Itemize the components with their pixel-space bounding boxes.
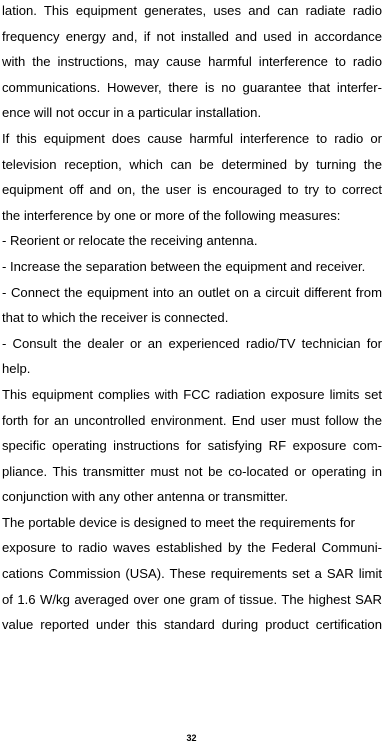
text-line: help.	[2, 361, 31, 377]
text-line: communications. However, there is no guarantee that interfer-	[2, 79, 382, 95]
text-line: frequency energy and, if not installed and used in accordance	[2, 28, 382, 44]
text-line: cations Commission (USA). These requirements set a SAR limit	[2, 566, 382, 582]
text-line: with the instructions, may cause harmful interference to radio	[2, 54, 382, 70]
text-line: television reception, which can be determined by turning the	[2, 156, 382, 172]
text-line: value reported under this standard during product certification	[2, 617, 382, 633]
text-line: the interference by one or more of the following measures:	[2, 207, 341, 223]
text-line: specific operating instructions for satisfying RF exposure com-	[2, 438, 382, 454]
text-line: lation. This equipment generates, uses and can radiate radio	[2, 3, 382, 18]
text-line: ence will not occur in a particular installation.	[2, 105, 262, 121]
text-line: pliance. This transmitter must not be co-located or operating in	[2, 463, 382, 479]
text-line: If this equipment does cause harmful interference to radio or	[2, 130, 382, 146]
text-line: - Reorient or relocate the receiving antenna.	[2, 233, 258, 249]
page-number: 32	[186, 733, 197, 743]
text-line: of 1.6 W/kg averaged over one gram of tissue. The highest SAR	[2, 591, 382, 607]
text-line: forth for an uncontrolled environment. End user must follow the	[2, 412, 382, 428]
text-line: exposure to radio waves established by the Federal Communi-	[2, 540, 382, 556]
text-line: conjunction with any other antenna or transmitter.	[2, 489, 289, 505]
text-line: The portable device is designed to meet the requirements for	[2, 514, 356, 530]
text-line: This equipment complies with FCC radiation exposure limits set	[2, 386, 382, 402]
text-line: equipment off and on, the user is encouraged to try to correct	[2, 182, 382, 198]
text-line: - Consult the dealer or an experienced radio/TV technician for	[2, 335, 382, 351]
text-line: - Connect the equipment into an outlet on a circuit different from	[2, 284, 382, 300]
body-text	[2, 0, 382, 638]
text-line: - Increase the separation between the equipment and receiver.	[2, 258, 366, 274]
text-line: that to which the receiver is connected.	[2, 310, 229, 326]
